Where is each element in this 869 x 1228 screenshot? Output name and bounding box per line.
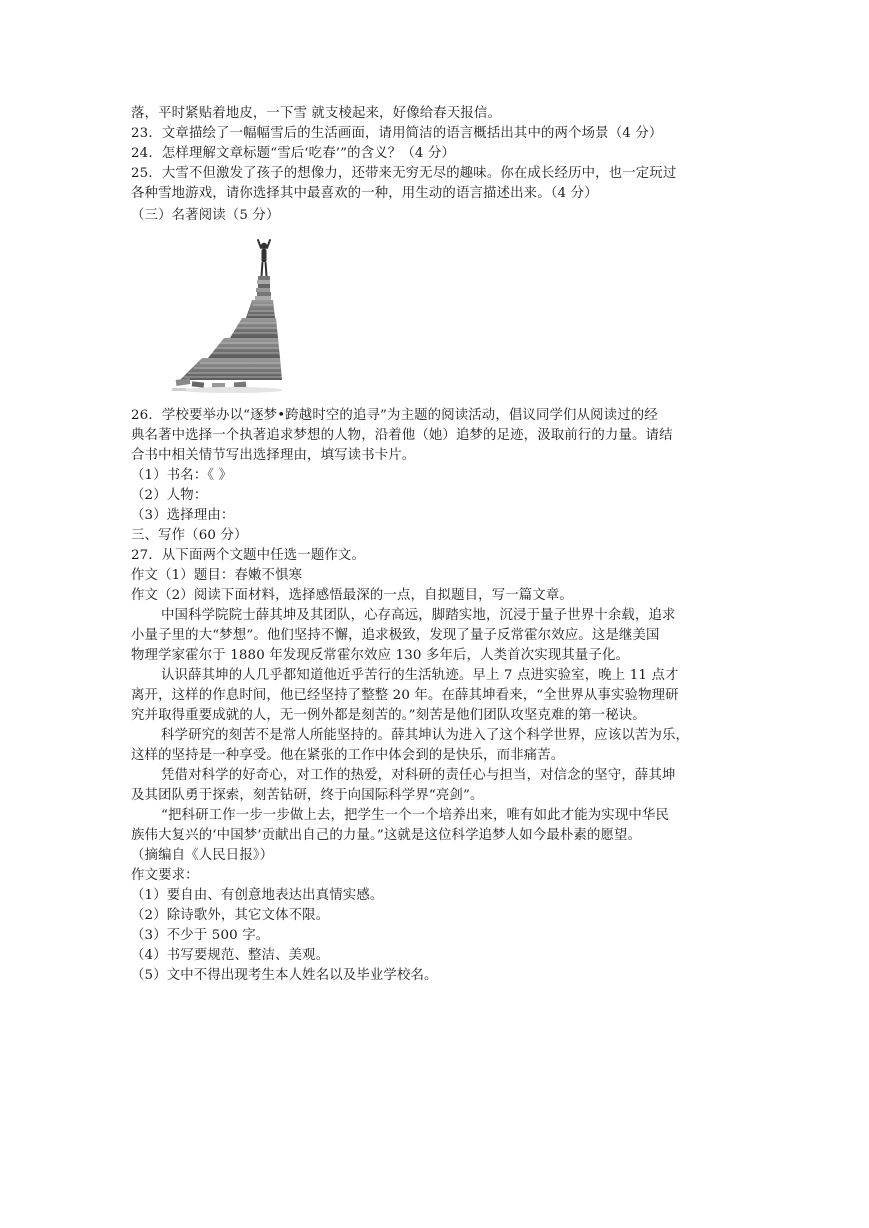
requirement-item: （1）要自由、有创意地表达出真情实感。 xyxy=(131,888,384,903)
material-paragraph: 凭借对科学的好奇心，对工作的热爱，对科研的责任心与担当，对信念的坚守，薛其坤 xyxy=(161,768,676,783)
question-25-cont: 各种雪地游戏，请你选择其中最喜欢的一种，用生动的语言描述出来。（4 分） xyxy=(131,186,598,201)
question-25: 25．大雪不但激发了孩子的想像力，还带来无穷无尽的趣味。你在成长经历中，也一定玩过 xyxy=(131,166,677,181)
question-26-cont: 典名著中选择一个执著追求梦想的人物，沿着他（她）追梦的足迹，汲取前行的力量。请结 xyxy=(131,428,673,443)
material-paragraph: 这样的坚持是一种享受。他在紧张的工作中体会到的是快乐，而非痛苦。 xyxy=(131,748,565,763)
question-26: 26．学校要举办以“逐梦•跨越时空的追寻”为主题的阅读活动，倡议同学们从阅读过的经 xyxy=(131,408,658,423)
question-27: 27．从下面两个文题中任选一题作文。 xyxy=(131,548,365,563)
text-line: 落，平时紧贴着地皮，一下雪 就支棱起来，好像给春天报信。 xyxy=(131,106,502,121)
question-26-cont: 合书中相关情节写出选择理由，填写读书卡片。 xyxy=(131,448,416,463)
material-paragraph: 科学研究的刻苦不是常人所能坚持的。薛其坤认为进入了这个科学世界，应该以苦为乐， xyxy=(161,728,690,743)
essay-option-2: 作文（2）阅读下面材料，选择感悟最深的一点，自拟题目，写一篇文章。 xyxy=(131,588,573,603)
book-pile-figure xyxy=(172,238,282,394)
material-paragraph: 小量子里的大“梦想”。他们坚持不懈，追求极致，发现了量子反常霍尔效应。这是继美国 xyxy=(131,628,660,643)
card-reason: （3）选择理由： xyxy=(131,508,235,523)
requirements-heading: 作文要求： xyxy=(131,868,199,883)
material-source: （摘编自《人民日报》） xyxy=(131,848,274,863)
material-paragraph: 究并取得重要成就的人，无一例外都是刻苦的。”刻苦是他们团队攻坚克难的第一秘诀。 xyxy=(131,708,646,723)
requirement-item: （5）文中不得出现考生本人姓名以及毕业学校名。 xyxy=(131,968,438,983)
material-paragraph: 中国科学院院士薛其坤及其团队，心存高远，脚踏实地，沉浸于量子世界十余载，追求 xyxy=(161,608,676,623)
essay-option-1: 作文（1）题目：春嫩不惧寒 xyxy=(131,568,303,583)
question-23: 23．文章描绘了一幅幅雪后的生活画面，请用简洁的语言概括出其中的两个场景（4 分） xyxy=(131,126,663,141)
section-heading-classics: （三）名著阅读（5 分） xyxy=(131,208,280,223)
person-on-book-pile-icon xyxy=(172,238,282,394)
material-paragraph: 族伟大复兴的‘中国梦’贡献出自己的力量。”这就是这位科学追梦人如今最朴素的愿望。 xyxy=(131,828,642,843)
material-paragraph: 认识薛其坤的人几乎都知道他近乎苦行的生活轨迹。早上 7 点进实验室，晚上 11 点才 xyxy=(161,668,679,683)
card-character: （2）人物： xyxy=(131,488,208,503)
material-paragraph: 离开，这样的作息时间，他已经坚持了整整 20 年。在薛其坤看来，“全世界从事实验物理研 xyxy=(131,688,679,703)
material-paragraph: 物理学家霍尔于 1880 年发现反常霍尔效应 130 多年后，人类首次实现其量子化。 xyxy=(131,648,630,663)
question-24: 24．怎样理解文章标题“雪后‘吃春’”的含义？（4 分） xyxy=(131,146,456,161)
material-paragraph: “把科研工作一步一步做上去，把学生一个一个培养出来，唯有如此才能为实现中华民 xyxy=(161,808,669,823)
section-heading-writing: 三、写作（60 分） xyxy=(131,528,248,543)
requirement-item: （4）书写要规范、整洁、美观。 xyxy=(131,948,330,963)
material-paragraph: 及其团队勇于探索，刻苦钻研，终于向国际科学界“亮剑”。 xyxy=(131,788,484,803)
card-book-title: （1）书名：《 》 xyxy=(131,468,233,483)
requirement-item: （2）除诗歌外，其它文体不限。 xyxy=(131,908,330,923)
requirement-item: （3）不少于 500 字。 xyxy=(131,928,270,943)
